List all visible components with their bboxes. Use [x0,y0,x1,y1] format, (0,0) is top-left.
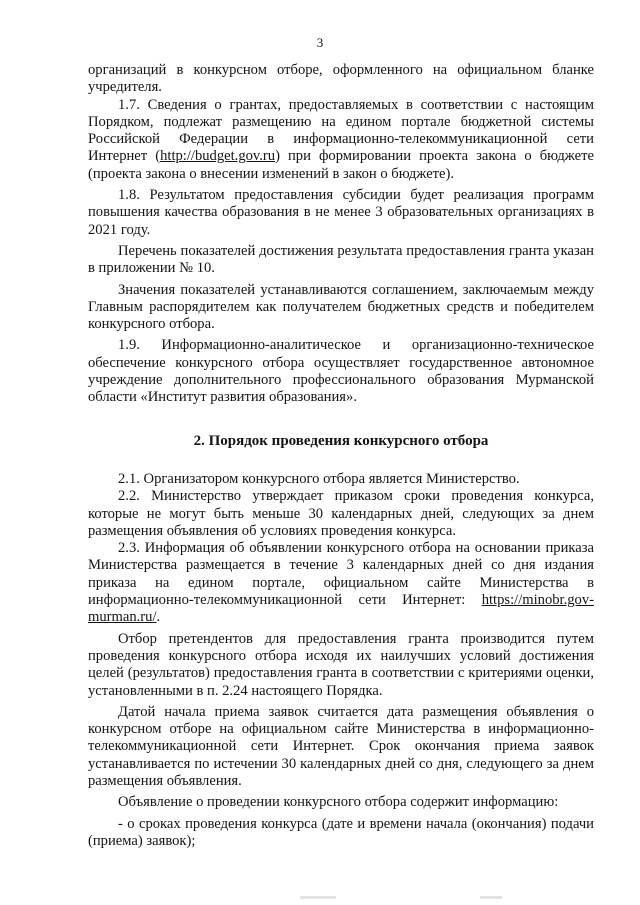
paragraph-indicator-values: Значения показателей устанавливаются соглашением, заключаемым между Главным распорядителем как получателем бюджетных средств и победителем конкурсного отбора. [88,281,594,333]
section-heading-2: 2. Порядок проведения конкурсного отбора [193,432,489,449]
ministry-site-link[interactable]: https://minobr.gov-murman.ru/ [88,592,594,626]
paragraph-1-9: 1.9. Информационно-аналитическое и организационно-техническое обеспечение конкурсного отбора осуществляет государственное автономное учреждение дополнительного профессионального образования Мурманской области «Институт развития образования». [88,337,594,406]
list-item-deadlines: - о сроках проведения конкурса (дате и времени начала (окончания) подачи (приема) заявок); [88,815,594,849]
scan-artifact [480,896,502,899]
paragraph-1-7-text-start: 1.7. Сведения о грантах, предоставляемых в соответствии с настоящим Порядком, подлежат размещению на едином портале бюджетной системы Российской Федерации в информационно-телекоммуникационной сети Интернет ( [88,96,594,165]
page-number: 3 [316,35,324,50]
paragraph-2-2: 2.2. Министерство утверждает приказом сроки проведения конкурса, которые не могут быть меньше 30 календарных дней, следующих за днем размещения объявления об условиях проведения конкурса. [88,488,594,539]
paragraph-1-7-text-end: ) при формировании проекта закона о бюджете (проекта закона о внесении изменений в закон о бюджете). [88,148,594,182]
paragraph-continuation: организаций в конкурсном отборе, оформленного на официальном бланке учредителя. [88,62,594,96]
paragraph-1-8: 1.8. Результатом предоставления субсидии будет реализация программ повышения качества образования в не менее 3 образовательных организациях в 2021 году. [88,187,594,238]
paragraph-announcement-contents: Объявление о проведении конкурсного отбора содержит информацию: [118,794,559,811]
paragraph-indicators-list: Перечень показателей достижения результата предоставления гранта указан в приложении № 10. [88,242,594,277]
paragraph-2-1: 2.1. Организатором конкурсного отбора является Министерство. [118,470,520,487]
paragraph-1-7 [88,97,594,183]
paragraph-2-3 [88,540,594,626]
scan-artifact [300,896,336,899]
document-body [88,62,594,850]
paragraph-2-3-text-end: . [156,609,161,626]
paragraph-selection: Отбор претендентов для предоставления гранта производится путем проведения конкурсного отбора исходя их наилучших условий достижения целей (результатов) предоставления гранта в соответствии с критериями оценки, установленными в п. 2.24 настоящего Порядка. [88,630,594,699]
paragraph-2-3-text-start: 2.3. Информация об объявлении конкурсного отбора на основании приказа Министерства размещается в течение 3 календарных дней со дня издания приказа на едином портале, официальном сайте Министерства в информационно-телекоммуникационной сети Интернет: [88,540,594,609]
paragraph-application-dates: Датой начала приема заявок считается дата размещения объявления о конкурсном отборе на официальном сайте Министерства в информационно-телекоммуникационной сети Интернет. Срок окончания приема заявок устанавливается по истечении 30 календарных дней со дня, следующего за днем размещения объявления. [88,703,594,789]
budget-portal-link[interactable]: http://budget.gov.ru [160,148,276,165]
